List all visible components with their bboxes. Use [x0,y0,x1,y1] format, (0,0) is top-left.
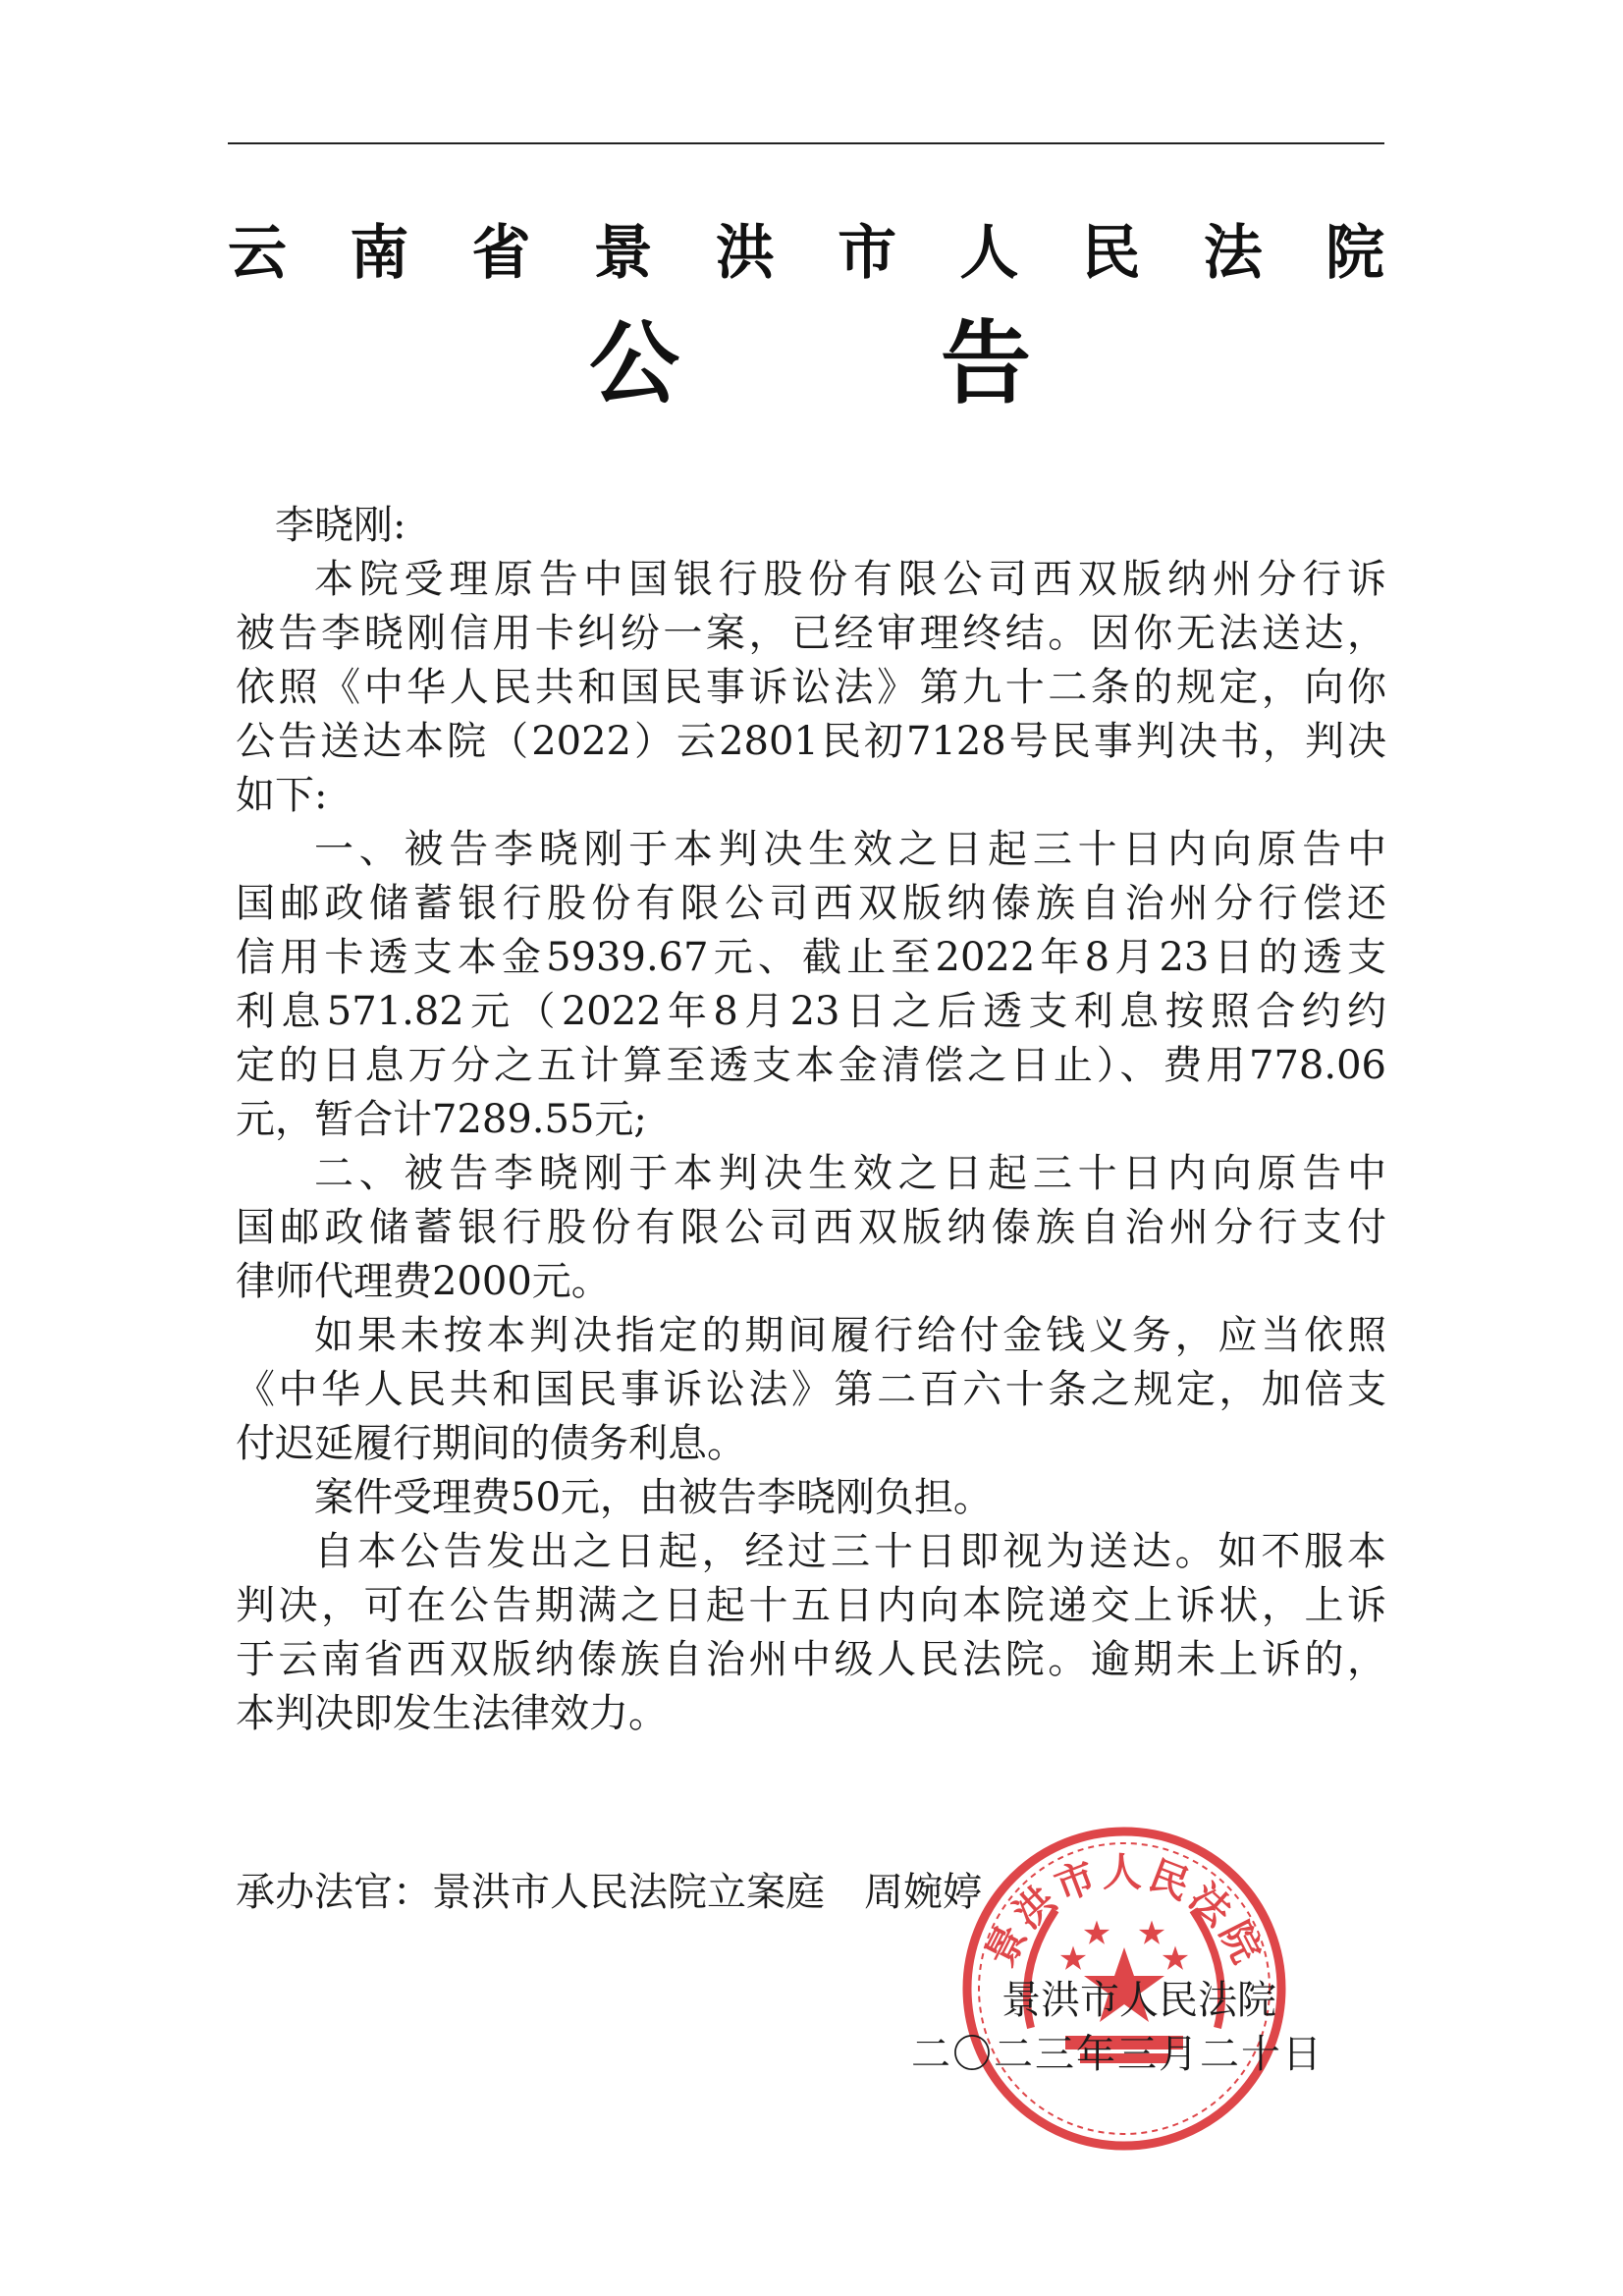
judge-name: 周婉婷 [864,1870,982,1915]
paragraph-line: 本院受理原告中国银行股份有限公司西双版纳州分行诉 [314,557,1386,602]
paragraph-line: 如下: [236,773,328,818]
judge-label: 承办法官：景洪市人民法院立案庭 [236,1870,825,1915]
judgment-item-line: 国邮政储蓄银行股份有限公司西双版纳傣族自治州分行偿还 [236,881,1386,926]
judgment-item-line: 定的日息万分之五计算至透支本金清偿之日止）、费用778.06 [236,1043,1386,1088]
judgment-item-line: 元，暂合计7289.55元; [236,1097,647,1142]
judgment-item-line: 信用卡透支本金5939.67元、截止至2022年8月23日的透支 [236,935,1386,980]
court-name-char: 民 [1081,219,1141,288]
paragraph-line: 《中华人民共和国民事诉讼法》第二百六十条之规定，加倍支 [236,1367,1386,1412]
court-name-char: 法 [1203,219,1263,288]
judgment-item-line: 二、被告李晓刚于本判决生效之日起三十日内向原告中 [314,1151,1386,1196]
salutation: 李晓刚: [275,503,406,548]
paragraph-line: 公告送达本院（2022）云2801民初7128号民事判决书，判决 [236,719,1386,764]
title-char: 公 [589,310,680,416]
judgment-item-line: 国邮政储蓄银行股份有限公司西双版纳傣族自治州分行支付 [236,1205,1386,1250]
court-name-char: 景 [593,219,653,288]
judgment-item-line: 利息571.82元（2022年8月23日之后透支利息按照合约约 [236,989,1386,1034]
court-name-char: 省 [471,219,531,288]
court-name-char: 云 [228,219,287,288]
judge-line [236,1866,982,1920]
paragraph-line: 依照《中华人民共和国民事诉讼法》第九十二条的规定，向你 [236,665,1386,710]
court-name-char: 洪 [715,219,775,288]
seal-text: 景洪市人民法院 [977,1849,1271,1974]
paragraph-line: 被告李晓刚信用卡纠纷一案，已经审理终结。因你无法送达， [236,611,1386,656]
court-name-char: 市 [838,219,897,288]
court-name-heading [228,214,1384,293]
paragraph-line: 判决，可在公告期满之日起十五日内向本院递交上诉状，上诉 [236,1583,1386,1628]
notice-body [236,499,1386,1741]
court-name-char: 院 [1325,219,1384,288]
paragraph-line: 于云南省西双版纳傣族自治州中级人民法院。逾期未上诉的， [236,1637,1386,1682]
court-signature: 景洪市人民法院 [1001,1978,1276,2023]
title-char: 告 [940,310,1031,416]
court-name-char: 南 [350,219,409,288]
document-title [589,309,1031,417]
paragraph-line: 付迟延履行期间的债务利息。 [236,1421,746,1466]
signature-date: 二〇二三年三月二十日 [911,2032,1324,2077]
judgment-item-line: 律师代理费2000元。 [236,1259,611,1304]
paragraph-line: 案件受理费50元，由被告李晓刚负担。 [314,1475,993,1520]
paragraph-line: 本判决即发生法律效力。 [236,1691,668,1736]
paragraph-line: 自本公告发出之日起，经过三十日即视为送达。如不服本 [314,1529,1386,1574]
judgment-item-line: 一、被告李晓刚于本判决生效之日起三十日内向原告中 [314,827,1386,872]
header-rule [228,142,1384,144]
paragraph-line: 如果未按本判决指定的期间履行给付金钱义务，应当依照 [314,1313,1386,1358]
court-name-char: 人 [959,219,1019,288]
